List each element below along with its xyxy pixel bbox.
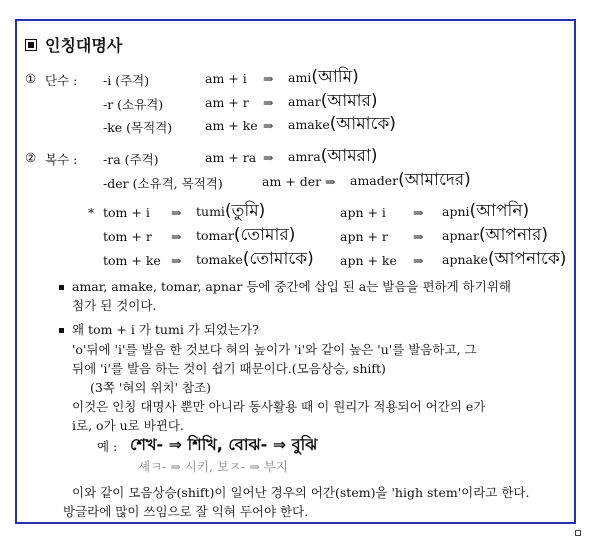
result-bengali: (তোমাকে) [242, 249, 314, 269]
plural-suffix-1: -ra (주격) [103, 152, 159, 167]
note2-line1: 'o'뒤에 'i'를 발음 한 것보다 혀의 높이가 'i'와 같이 높은 'u'를 발음하고, 그 [72, 342, 477, 357]
arrow-icon: ⇒ [263, 71, 274, 86]
table-right-result-3 [442, 246, 566, 274]
result-roman: tomar [196, 228, 234, 243]
note2-line4: 이것은 인칭 대명사 뿐만 아니라 동사활용 때 이 원리가 적용되어 어간의 e가 [72, 399, 486, 414]
table-right-formula-1: apn + i [340, 205, 386, 220]
arrow-icon: ⇒ [413, 253, 424, 268]
result-roman: amader [350, 173, 399, 188]
square-bullet-icon [25, 39, 37, 51]
arrow-icon: ⇒ [413, 229, 424, 244]
plural-formula-1: am + ra [205, 150, 257, 165]
result-roman: tomake [196, 252, 243, 267]
result-roman: apni [442, 204, 470, 219]
singular-suffix-3: -ke (목적격) [103, 120, 173, 135]
table-right-formula-2: apn + r [340, 229, 388, 244]
table-star: * [88, 205, 95, 220]
singular-formula-1: am + i [205, 71, 247, 86]
arrow-icon: ⇒ [171, 205, 182, 220]
singular-formula-2: am + r [205, 95, 249, 110]
result-roman: amar [288, 94, 321, 109]
arrow-icon: ⇒ [325, 174, 336, 189]
result-bengali: (আমরা) [320, 146, 378, 166]
resize-handle[interactable] [575, 530, 581, 536]
example-label: 예 : [97, 439, 118, 454]
result-bengali: (আমাদের) [398, 170, 471, 190]
arrow-icon: ⇒ [263, 118, 274, 133]
singular-formula-3: am + ke [205, 118, 258, 133]
note2-line3: (3쪽 '혀의 위치' 참조) [90, 380, 212, 395]
bullet-icon [59, 285, 64, 290]
plural-result-2 [350, 167, 471, 195]
note2-line6: 이와 같이 모음상승(shift)이 일어난 경우의 어간(stem)을 'high stem'이라고 한다. [72, 485, 530, 500]
note2-question: 왜 tom + i 가 tumi 가 되었는가? [72, 322, 259, 337]
table-right-formula-3: apn + ke [340, 253, 397, 268]
arrow-icon: ⇒ [171, 229, 182, 244]
arrow-icon: ⇒ [413, 205, 424, 220]
plural-formula-2: am + der [262, 174, 322, 189]
result-roman: ami [288, 70, 312, 85]
singular-number: ① [25, 71, 37, 86]
example-reading: 셰ㅋ- ⇒ 시키, 보ㅈ- ⇒ 부지 [138, 459, 288, 474]
note1-line1: amar, amake, tomar, apnar 등에 중간에 삽입 된 a는 발음을 편하게 하기위해 [72, 279, 511, 294]
table-left-formula-3: tom + ke [103, 253, 161, 268]
result-roman: apnar [442, 228, 479, 243]
note2-line5: i로, o가 u로 바뀐다. [72, 418, 184, 433]
singular-suffix-2: -r (소유격) [103, 97, 164, 112]
singular-result-3 [288, 111, 396, 139]
section-title-text: 인칭대명사 [45, 36, 123, 55]
result-roman: apnake [442, 252, 488, 267]
result-roman: amake [288, 117, 330, 132]
result-roman: tumi [196, 204, 225, 219]
result-roman: amra [288, 149, 321, 164]
table-left-result-3 [196, 246, 314, 274]
arrow-icon: ⇒ [263, 95, 274, 110]
result-bengali: (তোমার) [233, 225, 296, 245]
note2-line2: 뒤에 'i'를 발음 하는 것이 쉽기 때문이다.(모음상승, shift) [72, 361, 386, 376]
result-bengali: (আমাকে) [329, 114, 396, 134]
section-title [25, 33, 122, 56]
arrow-icon: ⇒ [171, 253, 182, 268]
plural-number: ② [25, 150, 37, 165]
result-bengali: (আপনাকে) [487, 249, 567, 269]
bullet-icon [59, 328, 64, 333]
result-bengali: (আপনার) [478, 225, 548, 245]
singular-suffix-1: -i (주격) [103, 73, 150, 88]
result-bengali: (আমার) [320, 91, 378, 111]
plural-label: 복수 : [45, 152, 78, 167]
note2-line7: 방글라에 많이 쓰임으로 잘 익혀 두어야 한다. [63, 504, 309, 519]
result-bengali: (তুমি) [224, 201, 266, 221]
arrow-icon: ⇒ [263, 150, 274, 165]
plural-suffix-2: -der (소유격, 목적격) [103, 176, 223, 191]
table-left-formula-1: tom + i [103, 205, 150, 220]
singular-label: 단수 : [45, 73, 78, 88]
note1-line2: 첨가 된 것이다. [72, 298, 157, 313]
example-bengali: শেখ- ⇒ শিখি, বোঝ- ⇒ বুঝি [130, 435, 318, 454]
result-bengali: (আমি) [311, 67, 359, 87]
table-left-formula-2: tom + r [103, 229, 152, 244]
result-bengali: (আপনি) [469, 201, 530, 221]
